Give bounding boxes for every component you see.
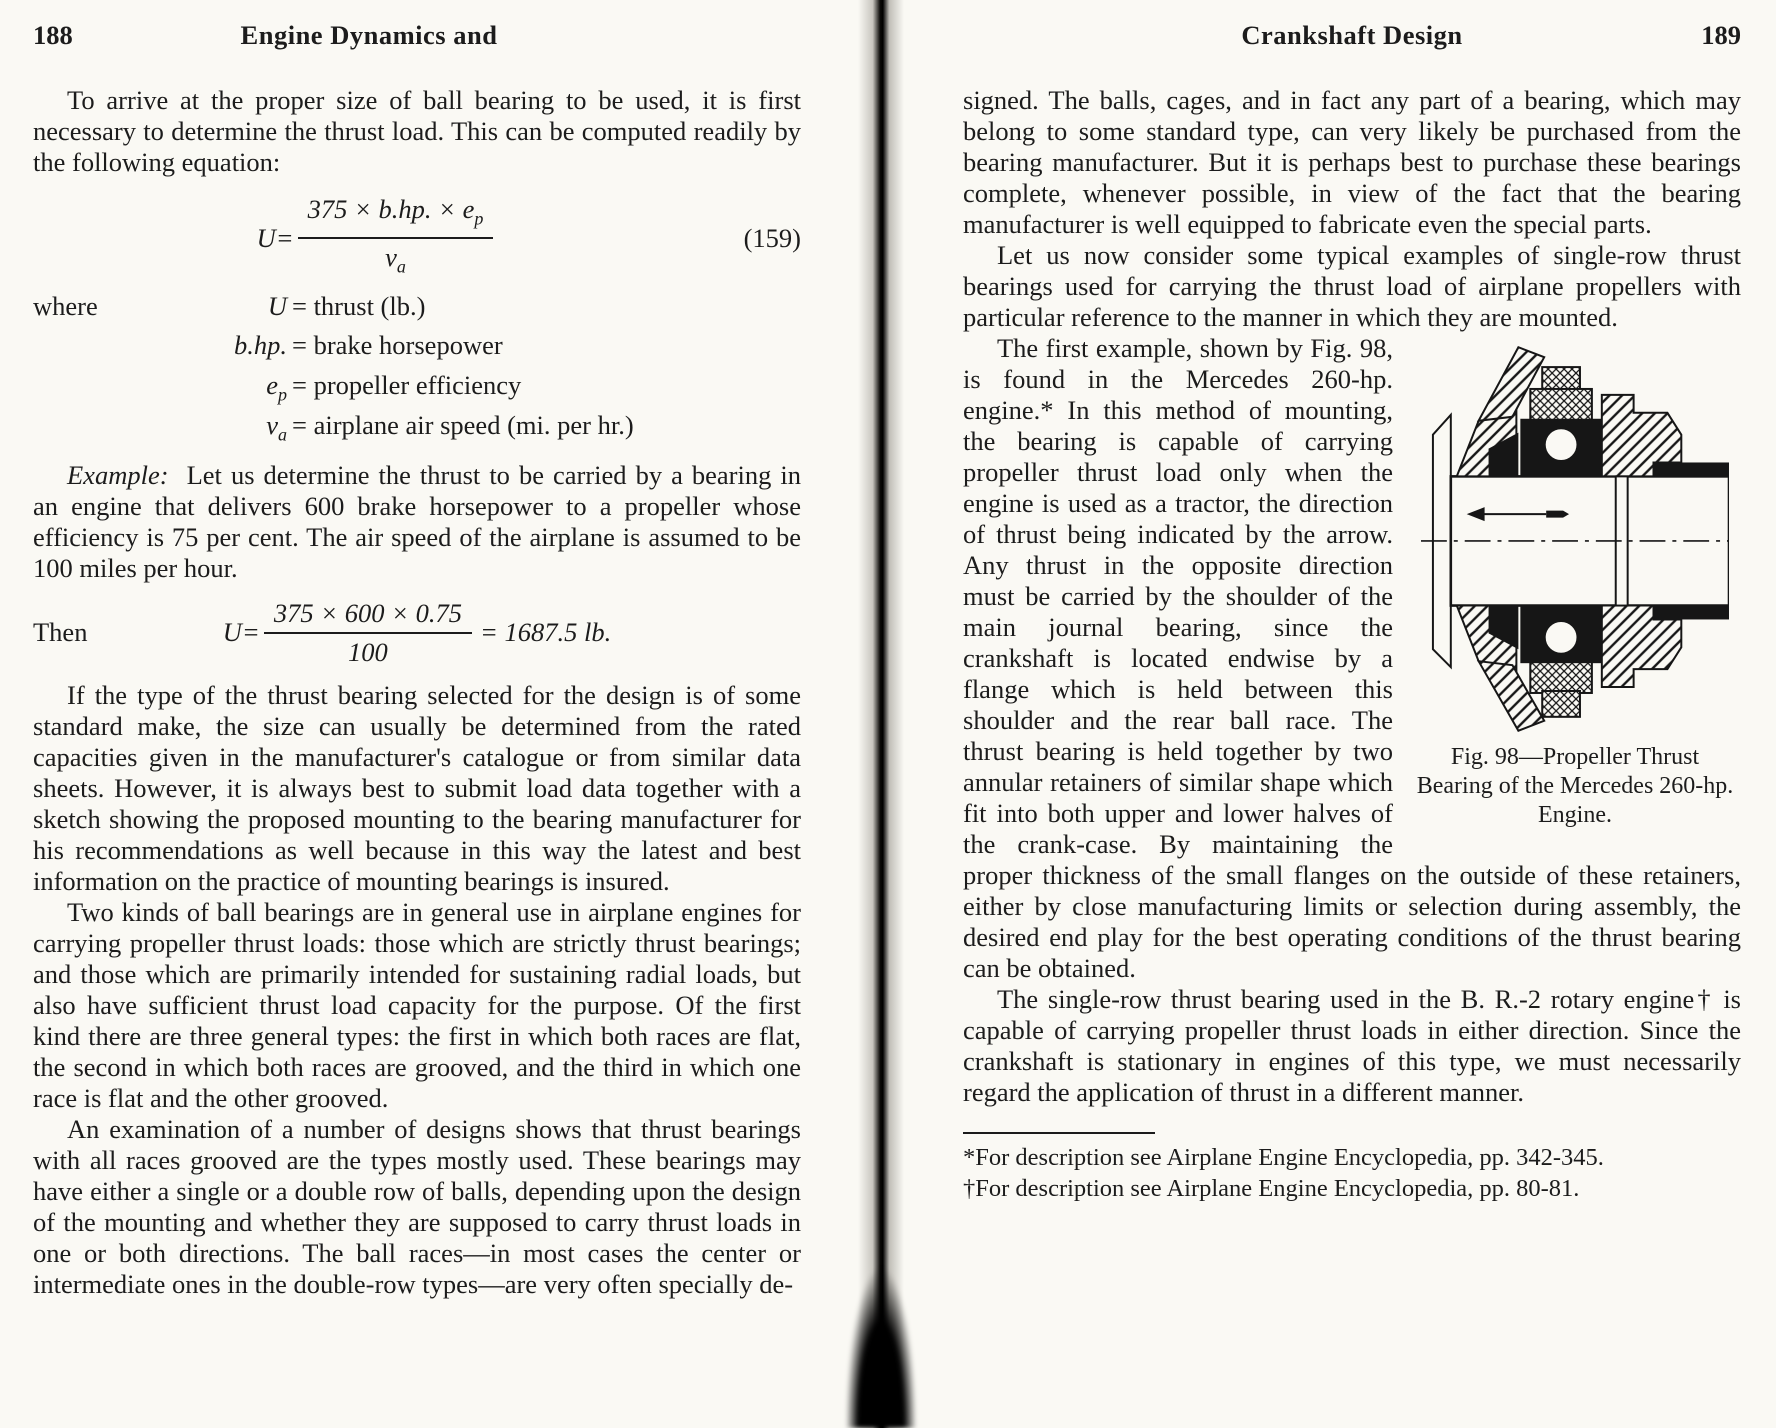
- example-text: Let us determine the thrust to be carried by a bearing in an engine that delivers 600 brake horsepower to a propeller whose efficiency is 75 per cent. The air speed of the airplane is assumed to be 100 miles per hour.: [33, 459, 801, 583]
- equation-body: [183, 598, 651, 668]
- equation-lhs: U=: [256, 222, 294, 253]
- paragraph-standard-make: If the type of the thrust bearing selected for the design is of some standard make, the size can usually be determined from the rated capacities given in the manufacturer's catalogue or from similar data sheets. However, it is always best to submit load data together with a sketch showing the proposed mounting to the bearing manufacturer for his recommendations as well because in this way the latest and best information on the practice of mounting bearings is insured.: [33, 679, 801, 896]
- equation-then: [33, 598, 801, 668]
- definition-row: [159, 291, 801, 331]
- definition-term: b.hp.: [234, 330, 287, 361]
- footnote-rule: [963, 1132, 1155, 1134]
- paragraph-let-us: Let us now consider some typical examples of single-row thrust bearings used for carrying the thrust load of airplane propellers with particular reference to the manner in which they are mounted.: [963, 240, 1741, 332]
- definition-row: [159, 330, 801, 370]
- equation-lhs: U=: [222, 617, 260, 648]
- binding-gutter-shadow: [858, 0, 904, 1428]
- page-number: 189: [1701, 20, 1741, 50]
- paragraph-first-example: [963, 333, 1741, 984]
- left-page: [33, 0, 801, 1300]
- definition-text: = airplane air speed (mi. per hr.): [292, 409, 634, 440]
- fraction: [264, 598, 472, 668]
- binding-gutter-smudge: [846, 1240, 916, 1428]
- paragraph-single-row: The single-row thrust bearing used in the B. R.-2 rotary engine† is capable of carrying propeller thrust loads in either direction. Since the crankshaft is stationary in engines of this type, we must necessarily regard the application of thrust in a different manner.: [963, 984, 1741, 1107]
- paragraph-example: [33, 460, 801, 584]
- right-running-header: [963, 0, 1741, 51]
- definition-term: U: [267, 290, 287, 321]
- equation-number: (159): [743, 222, 801, 253]
- right-page: [963, 0, 1741, 1204]
- page-number: 188: [33, 20, 73, 50]
- running-title: Engine Dynamics and: [240, 20, 498, 50]
- definition-term: $e_p$: [266, 370, 287, 405]
- figure-98: [1409, 337, 1741, 830]
- denominator: $v_a$: [385, 242, 406, 277]
- figure-caption: Fig. 98—Propeller Thrust Bearing of the Mercedes 260-hp. Engine.: [1416, 744, 1734, 828]
- definition-text: = brake horsepower: [292, 330, 503, 361]
- denominator: 100: [348, 636, 388, 667]
- where-block: [33, 291, 801, 450]
- fraction: [298, 194, 494, 283]
- equation-result: = 1687.5 lb.: [479, 617, 612, 648]
- definition-row: [159, 370, 801, 410]
- equation-159: [33, 194, 801, 283]
- definition-text: = thrust (lb.): [292, 290, 426, 321]
- then-label: Then: [33, 617, 88, 648]
- footnote-2: †For description see Airplane Engine Encyclopedia, pp. 80-81.: [963, 1175, 1580, 1202]
- equation-body: [33, 194, 717, 283]
- figure-98-drawing: [1421, 337, 1729, 735]
- example-label: Example:: [67, 459, 169, 490]
- numerator: 375 × 600 × 0.75: [264, 598, 472, 634]
- definition-text: = propeller efficiency: [292, 370, 522, 401]
- definition-term: $v_a$: [266, 409, 287, 445]
- paragraph-signed: signed. The balls, cages, and in fact any part of a bearing, which may belong to some standard type, can very likely be purchased from the bearing manufacturer. But it is perhaps best to purchase these bearings complete, whenever possible, in view of the fact that the bearing manufacturer is well equipped to fabricate even the special parts.: [963, 85, 1741, 239]
- numerator: 375 × b.hp. × $e_p$: [298, 194, 494, 239]
- definitions-list: [159, 291, 801, 450]
- left-running-header: [33, 0, 801, 51]
- paragraph-examination: An examination of a number of designs shows that thrust bearings with all races grooved are the types mostly used. These bearings may have either a single or a double row of balls, depending upon the design of the mounting and whether they are supposed to carry thrust loads in one or both directions. The ball races—in most cases the center or intermediate ones in the double-row types—are very often specially de-: [33, 1113, 801, 1299]
- running-title: Crankshaft Design: [1241, 20, 1463, 50]
- footnotes-block: [963, 1132, 1741, 1204]
- definition-row: [159, 410, 801, 450]
- footnote-1: *For description see Airplane Engine Encyclopedia, pp. 342-345.: [963, 1144, 1604, 1171]
- first-example-text: The first example, shown by Fig. 98, is found in the Mercedes 260-hp. engine.* In this method of mounting, the bearing is capable of carrying propeller thrust load only when the engine is used as a tractor, the direction of thrust being indicated by the arrow. Any thrust in the opposite direction must be carried by the shoulder of the main journal bearing, since the crankshaft is located endwise by a flange which is held between this shoulder and the rear ball race. The thrust bearing is held together by two annular retainers of similar shape which fit into both upper and lower halves of the crank-case. By maintaining the proper thickness of the small flanges on the outside of these retainers, either by close manufacturing limits or selection during assembly, the desired end play for the best operating conditions of the thrust bearing can be obtained.: [963, 333, 1741, 983]
- paragraph-two-kinds: Two kinds of ball bearings are in general use in airplane engines for carrying propeller thrust loads: those which are strictly thrust bearings; and those which are primarily intended for sustaining radial loads, but also have sufficient thrust load capacity for the purpose. Of the first kind there are three general types: the first in which both races are flat, the second in which both races are grooved, and the third in which one race is flat and the other grooved.: [33, 896, 801, 1113]
- where-label: where: [33, 290, 98, 321]
- paragraph-intro: To arrive at the proper size of ball bearing to be used, it is first necessary to determine the thrust load. This can be computed readily by the following equation:: [33, 85, 801, 177]
